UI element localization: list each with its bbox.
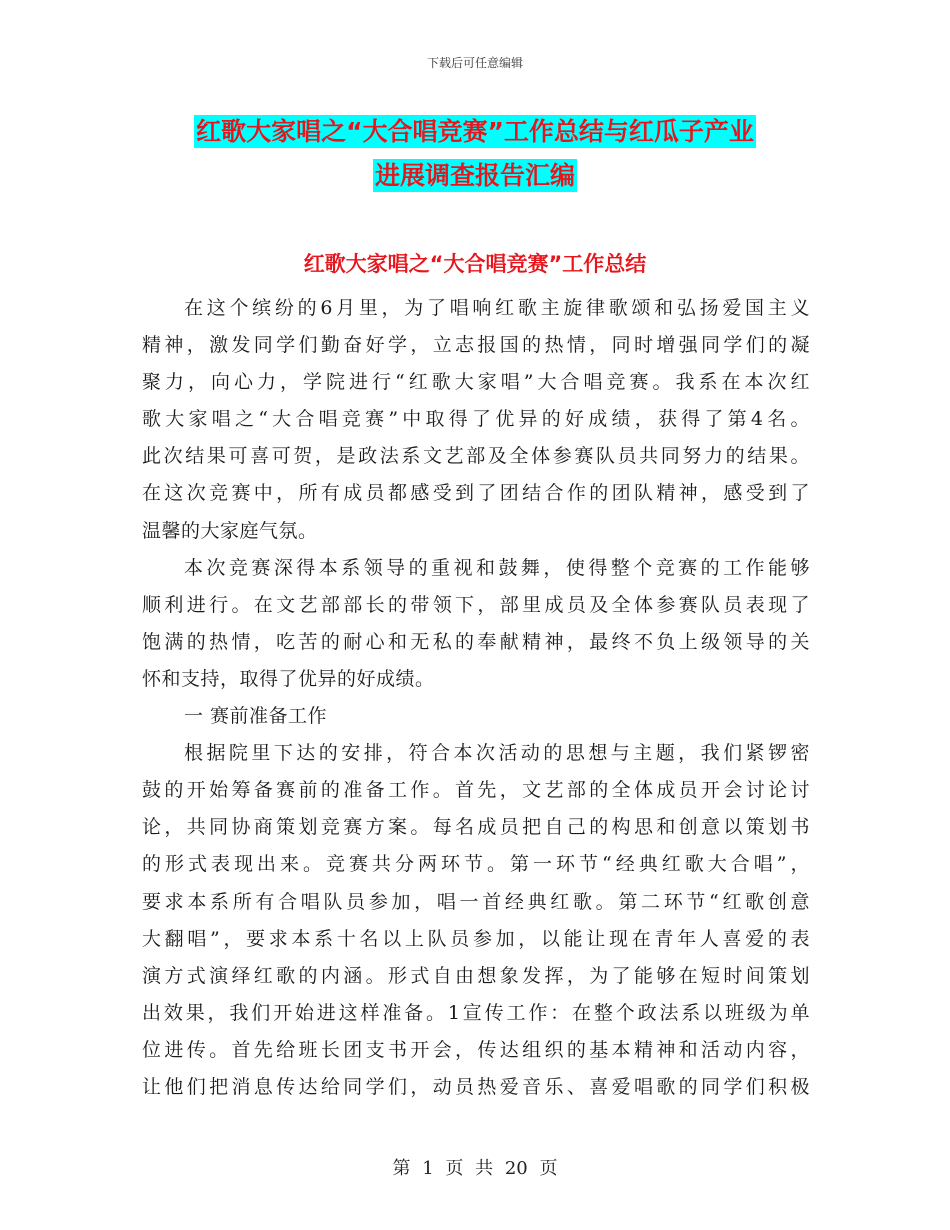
section-title: 红歌大家唱之“大合唱竞赛”工作总结 xyxy=(303,252,647,276)
text-line: 精神，激发同学们勤奋好学，立志报国的热情，同时增强同学们的凝 xyxy=(142,334,810,357)
text-line: 位进传。首先给班长团支书开会，传达组织的基本精神和活动内容， xyxy=(142,1038,810,1061)
text-line: 在这个缤纷的6月里，为了唱响红歌主旋律歌颂和弘扬爱国主义 xyxy=(184,297,810,319)
title-line-2: 进展调查报告汇编 xyxy=(374,161,575,190)
text-line: 聚力，向心力，学院进行“红歌大家唱”大合唱竞赛。我系在本次红 xyxy=(142,371,810,394)
text-line: 出效果，我们开始进这样准备。1宣传工作：在整个政法系以班级为单 xyxy=(142,1001,810,1024)
page-number-footer: 第 1 页 共 20 页 xyxy=(392,1158,558,1179)
text-line: 大翻唱”，要求本系十名以上队员参加，以能让现在青年人喜爱的表 xyxy=(142,927,810,950)
text-line: 让他们把消息传达给同学们，动员热爱音乐、喜爱唱歌的同学们积极 xyxy=(142,1075,810,1098)
text-line: 歌大家唱之“大合唱竞赛”中取得了优异的好成绩，获得了第4名。 xyxy=(142,408,810,431)
text-line: 怀和支持，取得了优异的好成绩。 xyxy=(142,667,435,690)
text-line: 根据院里下达的安排，符合本次活动的思想与主题，我们紧锣密 xyxy=(184,742,810,765)
text-line: 此次结果可喜可贺，是政法系文艺部及全体参赛队员共同努力的结果。 xyxy=(142,445,810,468)
text-line: 鼓的开始筹备赛前的准备工作。首先，文艺部的全体成员开会讨论讨 xyxy=(142,779,810,802)
text-line: 温馨的大家庭气氛。 xyxy=(142,519,318,542)
text-line: 论，共同协商策划竞赛方案。每名成员把自己的构思和创意以策划书 xyxy=(142,816,810,839)
title-line-1: 红歌大家唱之“大合唱竞赛”工作总结与红瓜子产业 xyxy=(196,117,754,146)
document-title xyxy=(140,110,810,198)
body-text xyxy=(142,290,810,1106)
text-line: 演方式演绎红歌的内涵。形式自由想象发挥，为了能够在短时间策划 xyxy=(142,964,810,987)
subsection-heading: 一 赛前准备工作 xyxy=(184,705,328,728)
text-line: 顺利进行。在文艺部部长的带领下，部里成员及全体参赛队员表现了 xyxy=(142,593,810,616)
header-note: 下载后可任意编辑 xyxy=(426,56,523,70)
text-line: 要求本系所有合唱队员参加，唱一首经典红歌。第二环节“红歌创意 xyxy=(142,890,810,913)
text-line: 本次竞赛深得本系领导的重视和鼓舞，使得整个竞赛的工作能够 xyxy=(184,556,810,579)
text-line: 在这次竞赛中，所有成员都感受到了团结合作的团队精神，感受到了 xyxy=(142,482,810,505)
text-line: 的形式表现出来。竞赛共分两环节。第一环节“经典红歌大合唱”， xyxy=(142,853,810,876)
text-line: 饱满的热情，吃苦的耐心和无私的奉献精神，最终不负上级领导的关 xyxy=(142,630,810,653)
